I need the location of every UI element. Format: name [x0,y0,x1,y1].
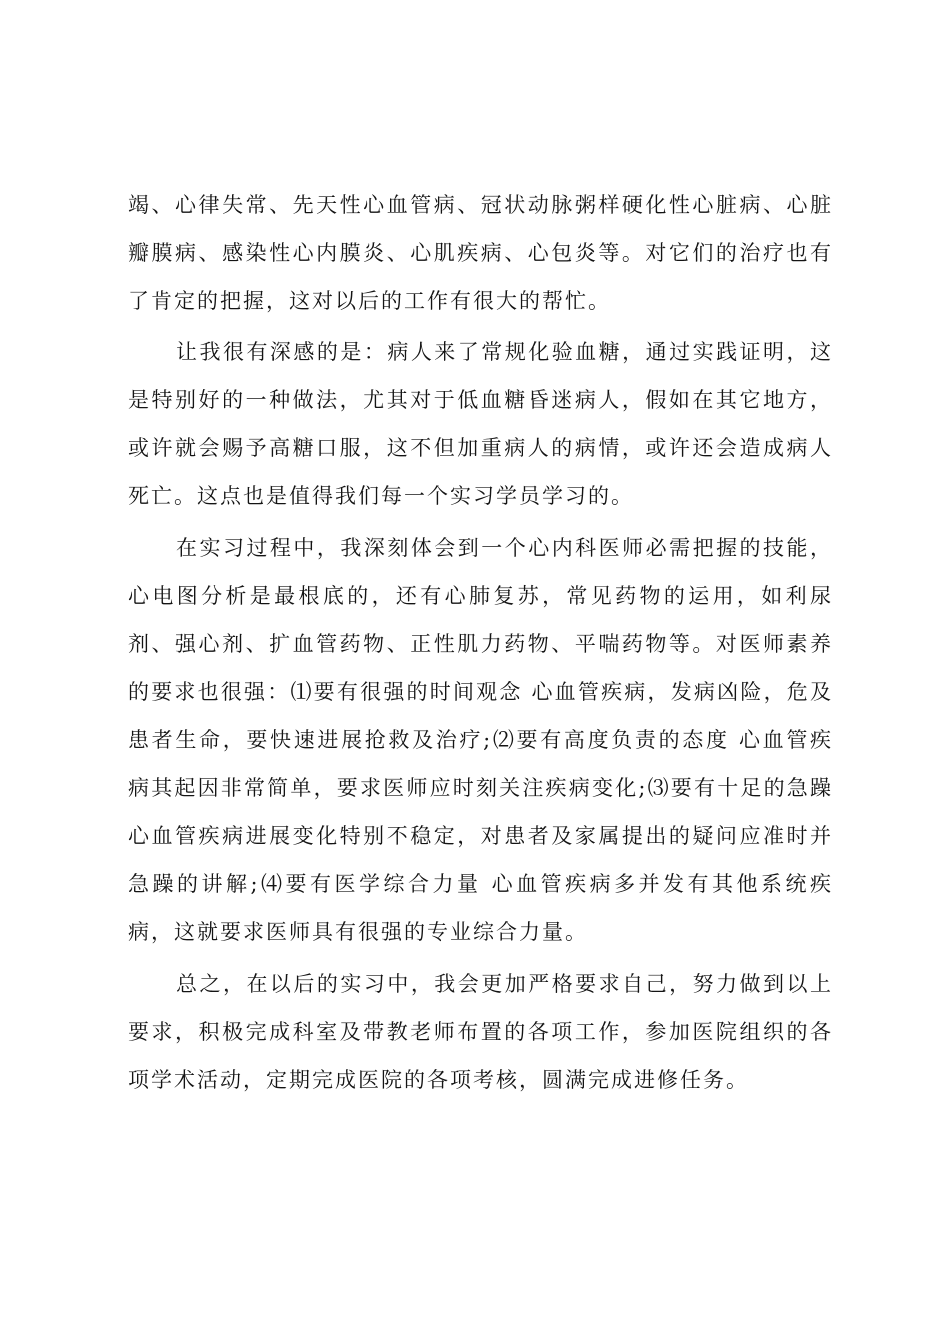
paragraph-continuation: 竭、心律失常、先天性心血管病、冠状动脉粥样硬化性心脏病、心脏瓣膜病、感染性心内膜炎、心肌疾病、心包炎等。对它们的治疗也有了肯定的把握，这对以后的工作有很大的帮忙。 [128,193,833,313]
paragraph-blood-sugar: 让我很有深感的是：病人来了常规化验血糖，通过实践证明，这是特别好的一种做法，尤其对于低血糖昏迷病人，假如在其它地方，或许就会赐予高糖口服，这不但加重病人的病情，或许还会造成病人死亡。这点也是值得我们每一个实习学员学习的。 [128,340,833,508]
paragraph-conclusion: 总之，在以后的实习中，我会更加严格要求自己，努力做到以上要求，积极完成科室及带教老师布置的各项工作，参加医院组织的各项学术活动，定期完成医院的各项考核，圆满完成进修任务。 [128,972,833,1092]
paragraph-internship-skills: 在实习过程中，我深刻体会到一个心内科医师必需把握的技能，心电图分析是最根底的，还有心肺复苏，常见药物的运用，如利尿剂、强心剂、扩血管药物、正性肌力药物、平喘药物等。对医师素养的要求也很强：⑴要有很强的时间观念 心血管疾病，发病凶险，危及患者生命，要快速进展抢救及治疗;⑵要有高度负责的态度 心血管疾病其起因非常简单，要求医师应时刻关注疾病变化;⑶要有十足的急躁 心血管疾病进展变化特别不稳定，对患者及家属提出的疑问应准时并急躁的讲解;⑷要有医学综合力量 心血管疾病多并发有其他系统疾病，这就要求医师具有很强的专业综合力量。 [128,536,833,944]
